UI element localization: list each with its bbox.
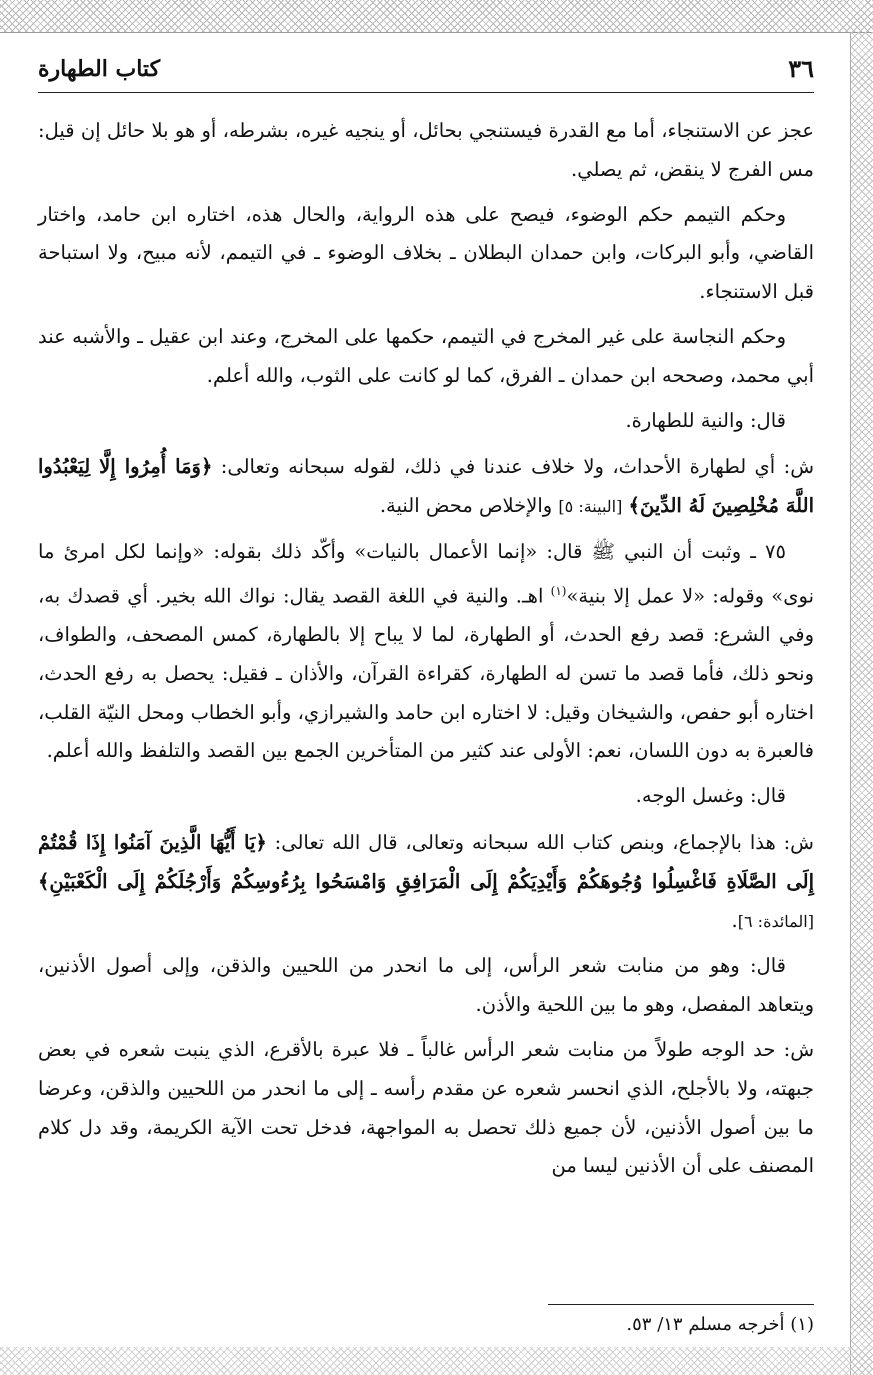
- hadith-text: ٧٥ ـ وثبت أن النبي ﷺ قال: «إنما الأعمال بالنيات» وأكّد ذلك بقوله: «وإنما لكل امرئ ما نوى» وقوله: «لا عمل إلا بنية»: [38, 539, 815, 608]
- paragraph-1: عجز عن الاستنجاء، أما مع القدرة فيستنجي بحائل، أو ينجيه غيره، بشرطه، أو هو بلا حائل إن قيل: مس الفرج لا ينقض، ثم يصلي.: [38, 119, 814, 181]
- qala-paragraph-hadd: قال: وهو من منابت شعر الرأس، إلى ما انحدر من اللحيين والذقن، وإلى أصول الأذنين، ويتعاهد المفصل، وهو ما بين اللحية والأذن.: [38, 954, 814, 1017]
- paragraph-2: وحكم التيمم حكم الوضوء، فيصح على هذه الرواية، والحال هذه، اختاره ابن حامد، واختار القاضي، وأبو البركات، وابن حمدان البطلان ـ بخلاف الوضوء ـ في التيمم، لأنه مبيح، ولا استباحة قبل الاستنجاء.: [38, 202, 814, 304]
- quran-verse: ﴿وَمَا أُمِرُوا إِلَّا لِيَعْبُدُوا اللَّهَ مُخْلِصِينَ لَهُ الدِّينَ﴾: [38, 455, 814, 518]
- paragraph-sharh-wajh: [38, 824, 814, 941]
- verse-citation: [البينة: ٥]: [558, 497, 623, 517]
- page-header: [38, 52, 814, 93]
- qala-line-niyya: قال: والنية للطهارة.: [625, 408, 786, 432]
- sharh-text-end: والإخلاص محض النية.: [379, 494, 553, 518]
- footnote-number: (١): [790, 1314, 814, 1335]
- paragraph-sharh-niyya: [38, 448, 814, 527]
- running-title: كتاب الطهارة: [38, 56, 161, 82]
- footnote-marker: (١): [550, 583, 567, 598]
- verse-citation: [المائدة: ٦]: [737, 911, 814, 931]
- sharh-text-end: .: [731, 908, 738, 932]
- paragraph-hadith-75: [38, 533, 814, 771]
- sharh-text: ش: أي لطهارة الأحداث، ولا خلاف عندنا في ذلك، لقوله سبحانه وتعالى:: [220, 455, 815, 479]
- paragraph-sharh-hadd: ش: حد الوجه طولاً من منابت شعر الرأس غالباً ـ فلا عبرة بالأقرع، الذي ينبت شعره في بعض جبهته، ولا بالأجلح، الذي انحسر شعره عن مقدم رأسه ـ إلى ما انحدر من اللحيين والذقن، وعرضا ما بين أصول الأذنين، لأن جميع ذلك تحصل به المواجهة، فدخل تحت الآية الكريمة، وقد دل كلام المصنف على أن الأذنين ليسا من: [38, 1038, 814, 1178]
- footnote: [38, 1310, 814, 1340]
- decorative-border-right: [850, 32, 873, 1375]
- page-number: ٣٦: [788, 54, 814, 83]
- quran-verse: ﴿يَا أَيُّهَا الَّذِينَ آمَنُوا إِذَا قُمْتُمْ إِلَى الصَّلَاةِ فَاغْسِلُوا وُجُوهَكُمْ وَأَيْدِيَكُمْ إِلَى الْمَرَافِقِ وَامْسَحُوا بِرُءُوسِكُمْ وَأَرْجُلَكُمْ إِلَى الْكَعْبَيْنِ﴾: [38, 831, 814, 893]
- hadith-text-cont: اهـ. والنية في اللغة القصد يقال: نواك الله بخير. أي قصدك به، وفي الشرع: قصد رفع الحدث، أو الطهارة، لما لا يباح إلا بالطهارة، كمس المصحف، والطواف، ونحو ذلك، فأما قصد ما تسن له الطهارة، كقراءة القرآن، والأذان ـ فقيل: يحصل به رفع الحدث، اختاره أبو حفص، والشيخان وقيل: لا اختاره ابن حامد والشيرازي، وأبو الخطاب ومحل النيّة القلب، فالعبرة به دون اللسان، نعم: الأولى عند كثير من المتأخرين الجمع بين القصد والتلفظ والله أعلم.: [38, 584, 814, 763]
- paragraph-3: وحكم النجاسة على غير المخرج في التيمم، حكمها على المخرج، وعند ابن عقيل ـ والأشبه عند أبي محمد، وصححه ابن حمدان ـ الفرق، كما لو كانت على الثوب، والله أعلم.: [38, 324, 814, 387]
- decorative-border-top: [0, 0, 873, 33]
- footnote-text: أخرجه مسلم ١٣/ ٥٣.: [626, 1314, 785, 1335]
- page-body: [38, 112, 814, 1192]
- sharh-text: ش: هذا بالإجماع، وبنص كتاب الله سبحانه وتعالى، قال الله تعالى:: [274, 831, 814, 855]
- decorative-border-bottom: [0, 1347, 851, 1375]
- footnote-divider: [548, 1304, 814, 1305]
- qala-line-wajh: قال: وغسل الوجه.: [635, 784, 786, 808]
